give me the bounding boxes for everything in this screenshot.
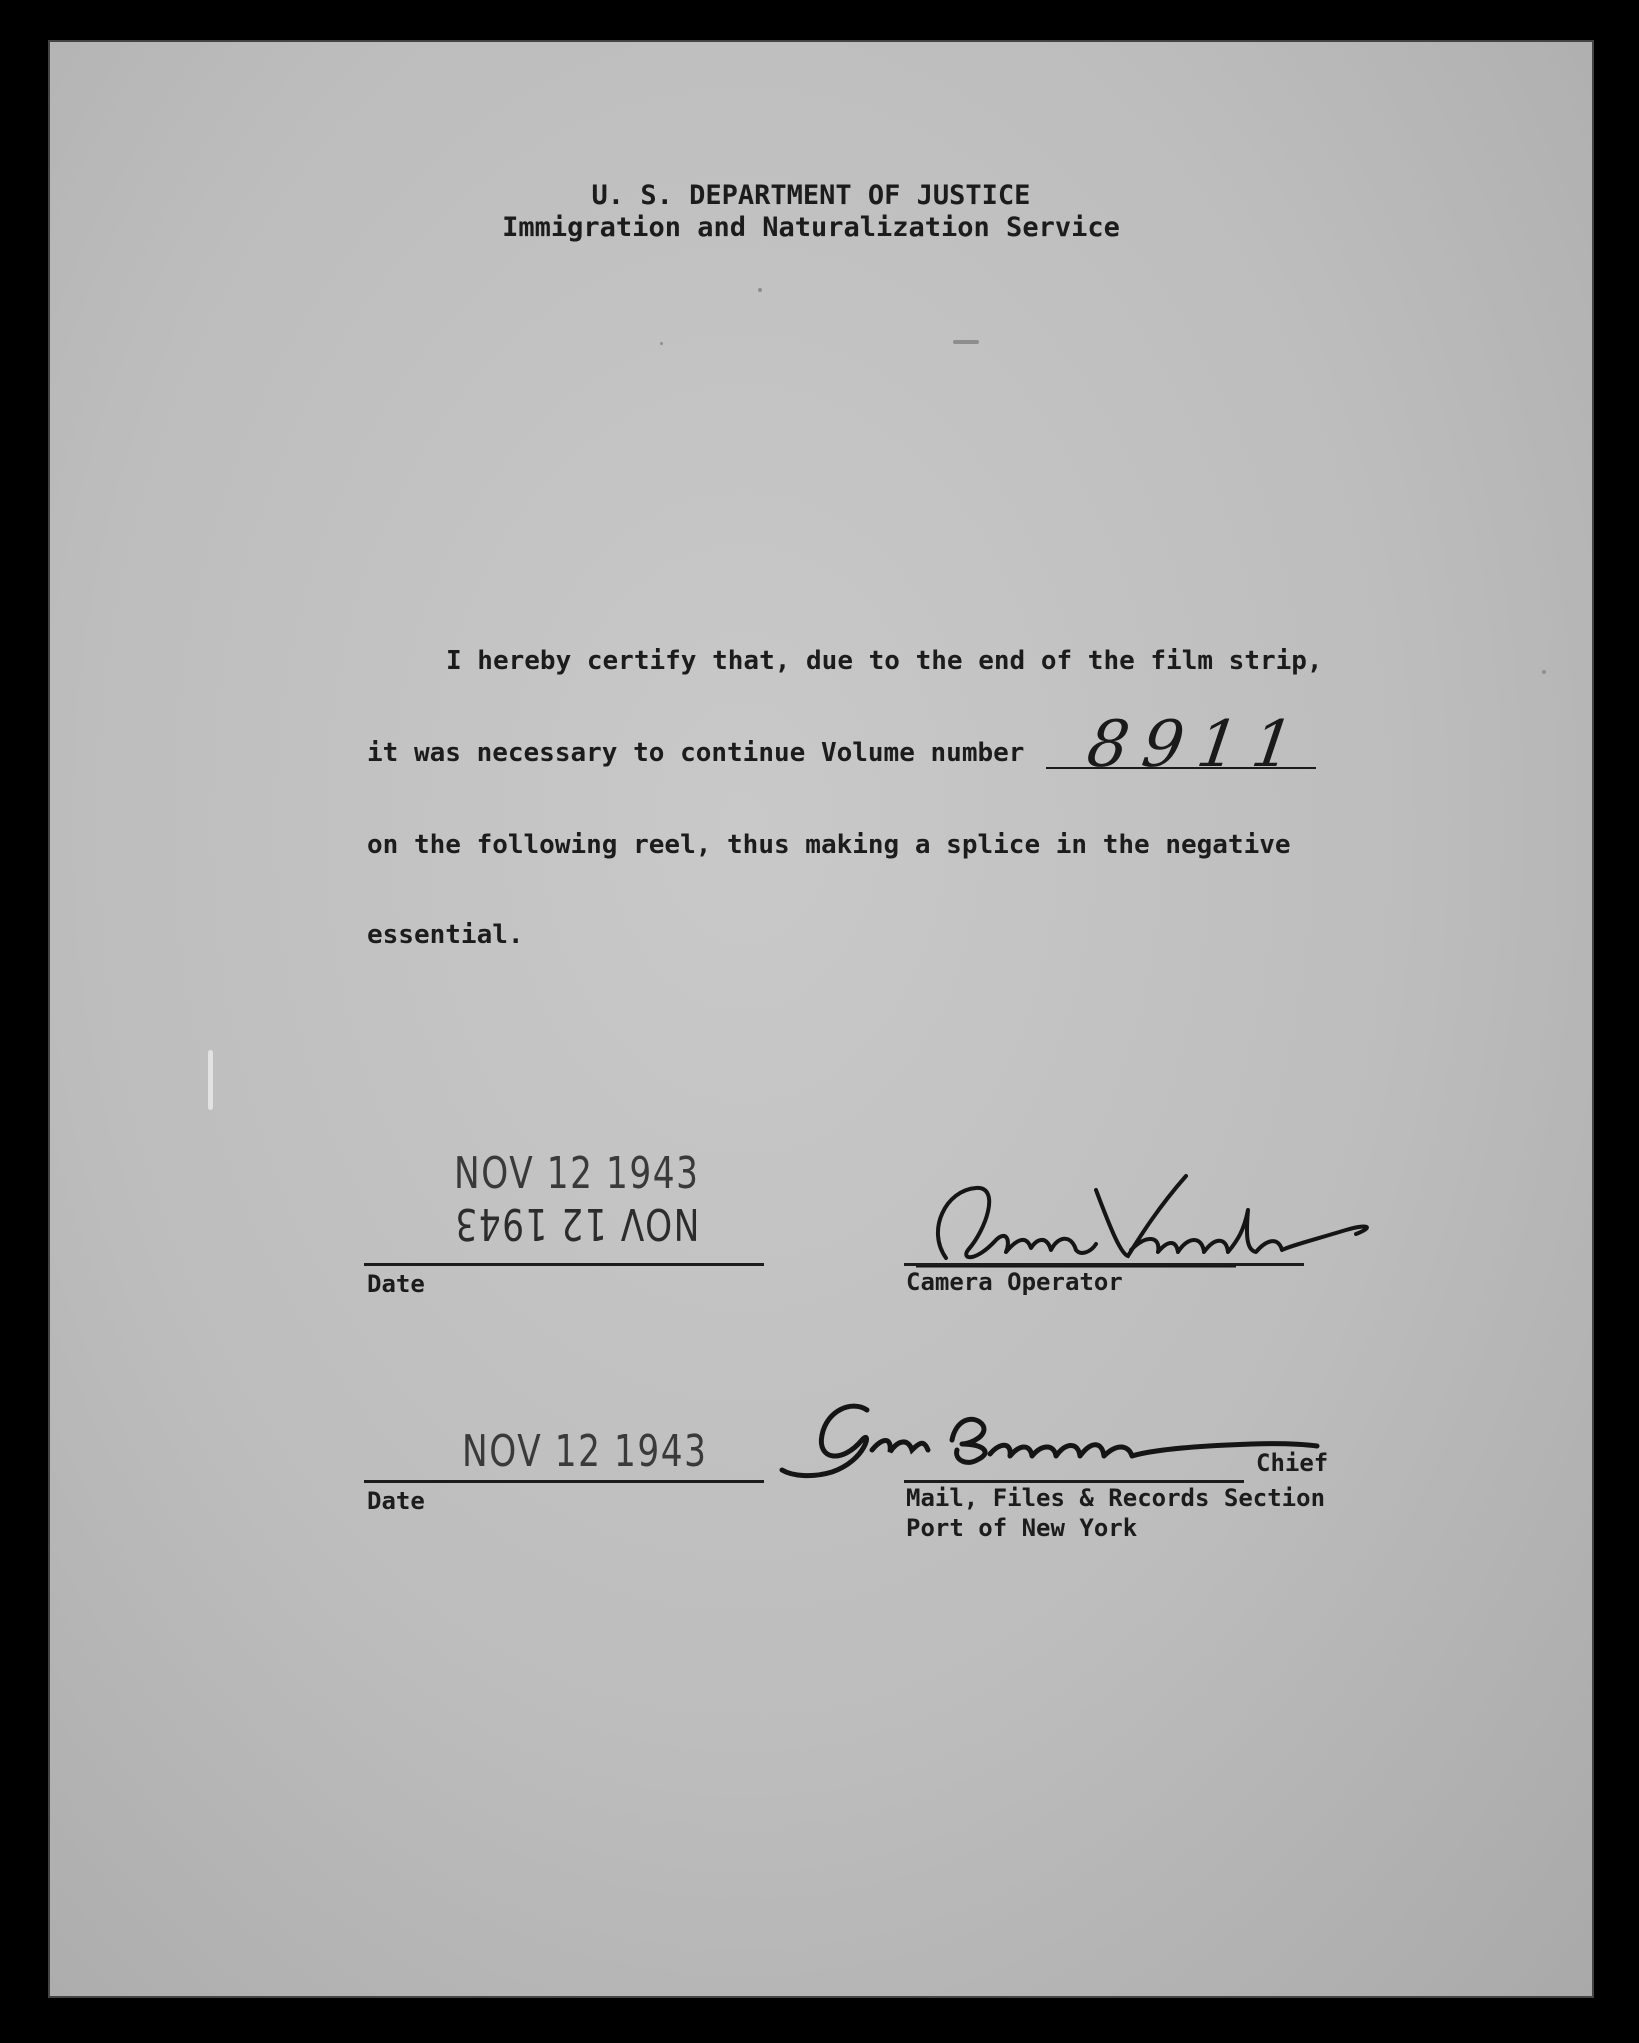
date-stamp-1-inverted-imprint: NOV 12 1943 — [453, 1198, 700, 1249]
certify-line-3: on the following reel, thus making a splice in the negative — [367, 830, 1291, 860]
date-label-1: Date — [367, 1270, 425, 1298]
document-page — [48, 40, 1594, 1998]
chief-label: Chief — [1256, 1449, 1329, 1477]
section-label: Mail, Files & Records Section — [906, 1484, 1326, 1512]
paper-speck — [758, 288, 762, 292]
camera-operator-label: Camera Operator — [906, 1268, 1123, 1296]
chief-signature — [772, 1380, 1332, 1490]
certify-line-2: it was necessary to continue Volume number — [367, 738, 1025, 768]
date-stamp-2: NOV 12 1943 — [462, 1426, 708, 1477]
paper-mark — [208, 1050, 213, 1110]
date-stamp-1: NOV 12 1943 — [454, 1148, 700, 1199]
paper-speck — [660, 342, 663, 345]
paper-speck — [953, 340, 979, 344]
volume-number-handwritten: 8911 — [1082, 708, 1313, 782]
port-label: Port of New York — [906, 1514, 1138, 1542]
header-department: U. S. DEPARTMENT OF JUSTICE — [591, 180, 1031, 211]
date-label-2: Date — [367, 1487, 425, 1515]
header-service: Immigration and Naturalization Service — [502, 212, 1120, 243]
date-line-2 — [364, 1480, 764, 1483]
chief-line — [904, 1480, 1244, 1483]
camera-operator-line — [904, 1263, 1304, 1266]
certify-line-1: I hereby certify that, due to the end of the film strip, — [446, 646, 1323, 676]
date-line-1 — [364, 1263, 764, 1266]
paper-speck — [1542, 670, 1546, 674]
certify-line-4: essential. — [367, 920, 524, 950]
